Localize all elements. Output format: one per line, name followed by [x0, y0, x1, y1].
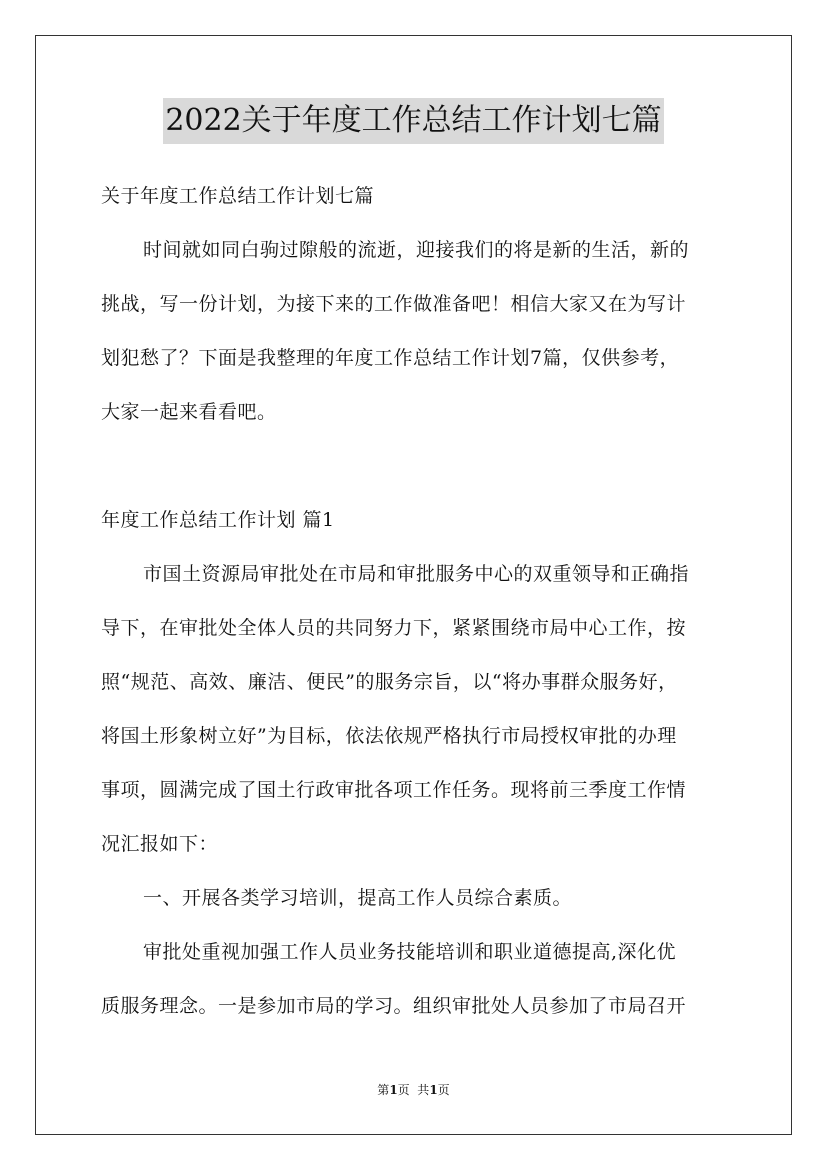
- paragraph-line: 划犯愁了？下面是我整理的年度工作总结工作计划7篇，仅供参考，: [101, 347, 680, 369]
- paragraph-line: 事项，圆满完成了国土行政审批各项工作任务。现将前三季度工作情: [101, 779, 687, 801]
- paragraph-line: 时间就如同白驹过隙般的流逝，迎接我们的将是新的生活，新的: [143, 239, 690, 261]
- document-title: 2022关于年度工作总结工作计划七篇: [163, 98, 663, 144]
- section-heading: 年度工作总结工作计划 篇1: [101, 509, 335, 531]
- footer-prefix: 第: [377, 1083, 390, 1097]
- document-subtitle: 关于年度工作总结工作计划七篇: [101, 185, 375, 207]
- paragraph-line: 况汇报如下：: [101, 833, 219, 855]
- footer-mid: 页 共: [397, 1083, 430, 1097]
- paragraph-line: 挑战，写一份计划，为接下来的工作做准备吧！相信大家又在为写计: [101, 293, 687, 315]
- footer-total-pages: 1: [429, 1083, 438, 1097]
- point-heading: 一、开展各类学习培训，提高工作人员综合素质。: [143, 887, 573, 909]
- footer-current-page: 1: [389, 1083, 398, 1097]
- paragraph-line: 市国土资源局审批处在市局和审批服务中心的双重领导和正确指: [143, 563, 690, 585]
- paragraph-line: 质服务理念。一是参加市局的学习。组织审批处人员参加了市局召开: [101, 995, 687, 1017]
- page-footer: [0, 1081, 827, 1098]
- title-container: [0, 98, 827, 144]
- paragraph-line: 审批处重视加强工作人员业务技能培训和职业道德提高,深化优: [143, 941, 677, 963]
- paragraph-line: 导下，在审批处全体人员的共同努力下，紧紧围绕市局中心工作，按: [101, 617, 687, 639]
- paragraph-line: 照“规范、高效、廉洁、便民”的服务宗旨，以“将办事群众服务好，: [101, 671, 678, 693]
- footer-suffix: 页: [437, 1083, 450, 1097]
- document-body: [101, 169, 729, 1033]
- blank-line: [101, 439, 729, 493]
- paragraph-line: 大家一起来看看吧。: [101, 401, 277, 423]
- paragraph-line: 将国土形象树立好”为目标，依法依规严格执行市局授权审批的办理: [101, 725, 677, 747]
